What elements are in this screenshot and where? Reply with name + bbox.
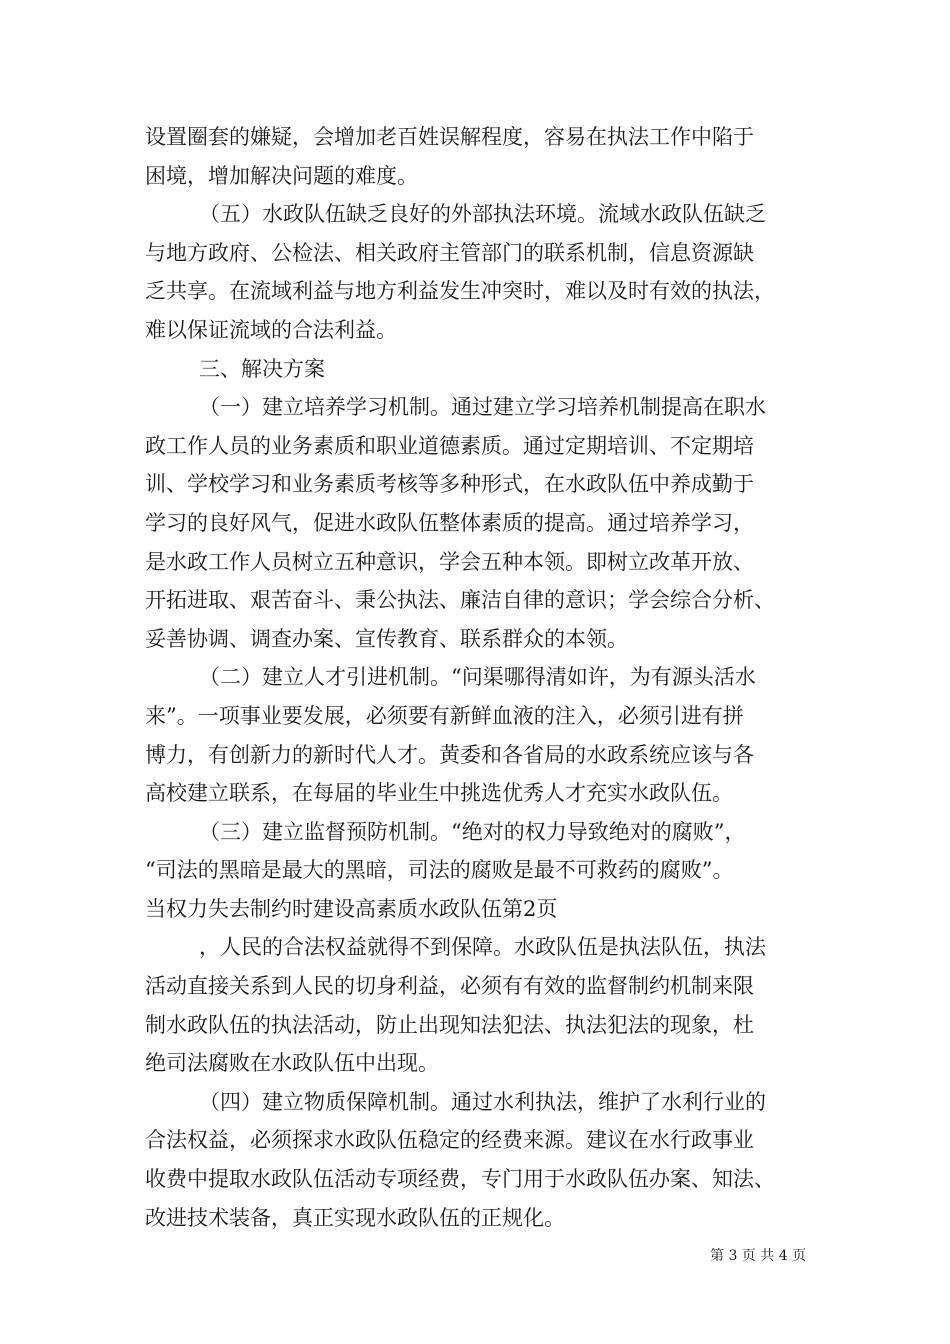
text-line: （五）水政队伍缺乏良好的外部执法环境。流域水政队伍缺乏	[199, 202, 766, 227]
text-line: 高校建立联系，在每届的毕业生中挑选优秀人才充实水政队伍。	[145, 781, 733, 806]
text-line: 训、学校学习和业务素质考核等多种形式，在水政队伍中养成勤于	[145, 472, 754, 497]
text-line: 三、解决方案	[199, 356, 325, 381]
text-line: 困境，增加解决问题的难度。	[145, 163, 418, 188]
text-line: 与地方政府、公检法、相关政府主管部门的联系机制，信息资源缺	[145, 240, 754, 265]
text-line: 改进技术装备，真正实现水政队伍的正规化。	[145, 1205, 565, 1230]
text-line: 收费中提取水政队伍活动专项经费，专门用于水政队伍办案、知法、	[145, 1167, 775, 1192]
text-line: 活动直接关系到人民的切身利益，必须有有效的监督制约机制来限	[145, 974, 754, 999]
text-line: 开拓进取、艰苦奋斗、秉公执法、廉洁自律的意识；学会综合分析、	[145, 588, 775, 613]
text-line: “司法的黑暗是最大的黑暗，司法的腐败是最不可救药的腐败”。	[145, 858, 734, 883]
text-line: 设置圈套的嫌疑，会增加老百姓误解程度，容易在执法工作中陷于	[145, 125, 754, 149]
text-line: （二）建立人才引进机制。“问渠哪得清如许，为有源头活水	[199, 665, 756, 690]
text-line: 学习的良好风气，促进水政队伍整体素质的提高。通过培养学习，	[145, 510, 754, 535]
text-line: 博力，有创新力的新时代人才。黄委和各省局的水政系统应该与各	[145, 742, 754, 767]
text-line: 乏共享。在流域利益与地方利益发生冲突时，难以及时有效的执法，	[145, 279, 775, 304]
text-line: 当权力失去制约时建设高素质水政队伍第2页	[145, 896, 558, 921]
text-line: 是水政工作人员树立五种意识，学会五种本领。即树立改革开放、	[145, 549, 754, 574]
text-line: 制水政队伍的执法活动，防止出现知法犯法、执法犯法的现象，杜	[145, 1012, 754, 1037]
text-line: 绝司法腐败在水政队伍中出现。	[145, 1051, 439, 1076]
text-line: 难以保证流域的合法利益。	[145, 317, 397, 342]
text-line: ，人民的合法权益就得不到保障。水政队伍是执法队伍，执法	[199, 935, 766, 960]
page-number-footer: 第 3 页 共 4 页	[710, 1248, 807, 1264]
text-line: （四）建立物质保障机制。通过水利执法，维护了水利行业的	[199, 1089, 766, 1114]
text-line: 妥善协调、调查办案、宣传教育、联系群众的本领。	[145, 626, 628, 651]
text-line: （一）建立培养学习机制。通过建立学习培养机制提高在职水	[199, 395, 766, 420]
document-body	[145, 118, 810, 1237]
text-line: （三）建立监督预防机制。“绝对的权力导致绝对的腐败”，	[199, 819, 746, 844]
text-line: 政工作人员的业务素质和职业道德素质。通过定期培训、不定期培	[145, 433, 754, 458]
text-line: 合法权益，必须探求水政队伍稳定的经费来源。建议在水行政事业	[145, 1128, 754, 1153]
text-line: 来”。一项事业要发展，必须要有新鲜血液的注入，必须引进有拼	[145, 703, 744, 728]
